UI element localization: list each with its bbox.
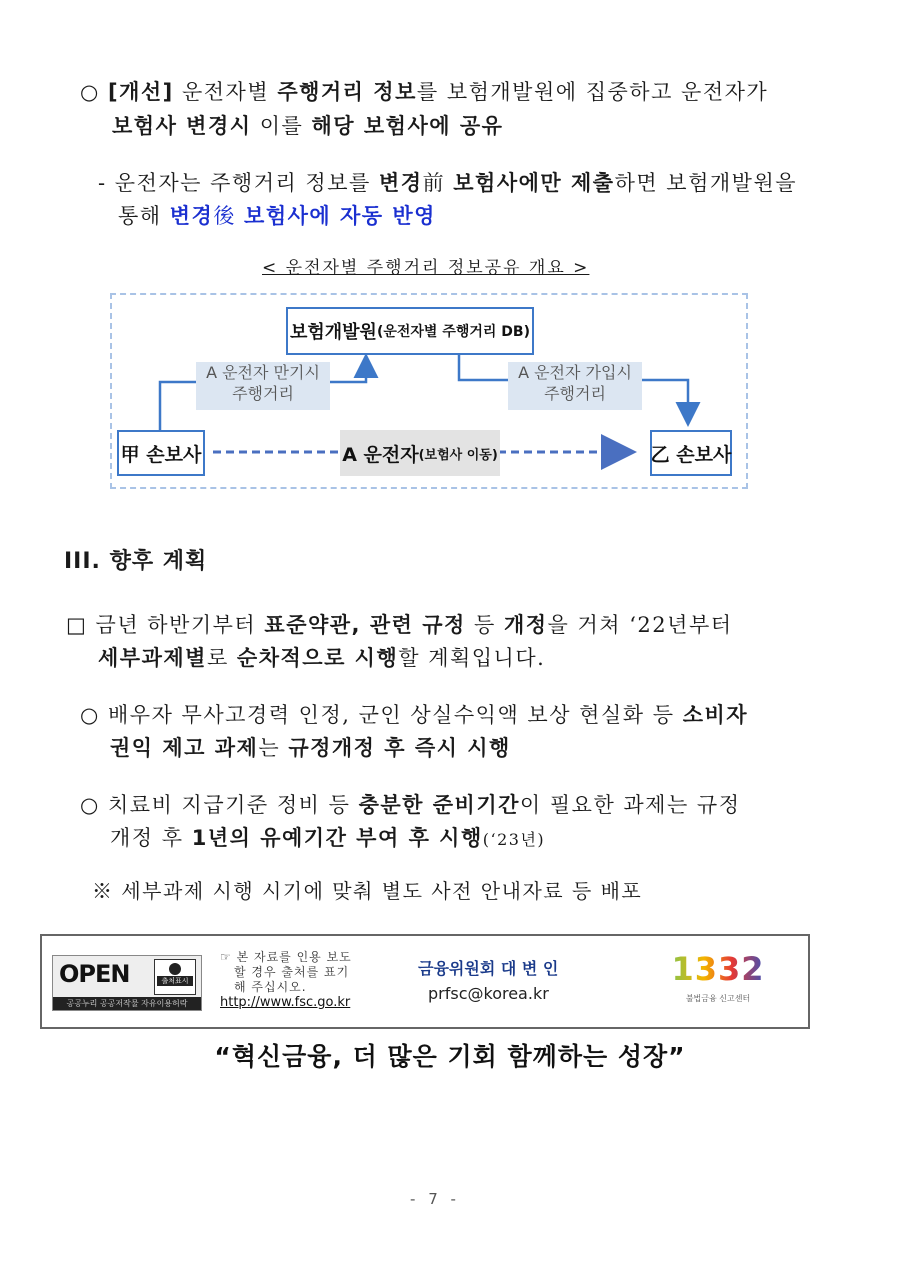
plan-item-1-line-2: 권익 제고 과제는 규정개정 후 즉시 시행	[110, 736, 511, 760]
slogan: “혁신금융, 더 많은 기회 함께하는 성장”	[214, 1042, 686, 1071]
improvement-tag: [개선]	[108, 80, 174, 104]
square-bullet: □	[66, 613, 88, 637]
detail-line-2: 통해 변경後 보험사에 자동 반영	[118, 204, 436, 228]
diagram-title: < 운전자별 주행거리 정보공유 개요 >	[262, 258, 590, 278]
plan-item-2-line-1: ○ 치료비 지급기준 정비 등 충분한 준비기간이 필요한 과제는 규정	[80, 793, 741, 817]
improvement-line-1: ○ [개선] 운전자별 주행거리 정보를 보험개발원에 집중하고 운전자가	[80, 80, 769, 104]
driver-a-box: A 운전자 (보험사 이동)	[340, 430, 500, 476]
plan-item-1-line-1: ○ 배우자 무사고경력 인정, 군인 상실수익액 보상 현실화 등 소비자	[80, 703, 749, 727]
plan-line-1: □ 금년 하반기부터 표준약관, 관련 규정 등 개정을 거쳐 ‘22년부터	[66, 613, 733, 637]
open-license-logo	[52, 955, 202, 1011]
page-number: - 7 -	[410, 1190, 460, 1208]
label-join-mileage: A 운전자 가입시 주행거리	[508, 362, 642, 410]
insurer-a-box: 甲 손보사	[117, 430, 205, 476]
insurance-dev-institute-box: 보험개발원 (운전자별 주행거리 DB)	[286, 307, 534, 355]
label-expiry-mileage: A 운전자 만기시 주행거리	[196, 362, 330, 410]
spokesperson-email[interactable]: prfsc@korea.kr	[428, 984, 549, 1003]
improvement-line-2: 보험사 변경시 이를 해당 보험사에 공유	[112, 114, 504, 138]
plan-line-2: 세부과제별로 순차적으로 시행할 계획입니다.	[98, 646, 546, 670]
citation-notice: ☞ 본 자료를 인용 보도 할 경우 출처를 표기 해 주십시오. http://www.fsc.go.kr	[220, 950, 352, 1010]
section-heading: III. 향후 계획	[64, 549, 208, 574]
attribution-badge-icon: 출처표시	[154, 959, 196, 995]
hotline-1332-logo: 1332 불법금융 신고센터	[668, 951, 768, 1011]
open-logo-text: OPEN	[59, 960, 130, 988]
open-license-caption: 공공누리 공공저작물 자유이용허락	[53, 997, 201, 1010]
hotline-1332-number: 1332	[671, 950, 765, 988]
insurer-b-box: 乙 손보사	[650, 430, 732, 476]
distribution-note: ※ 세부과제 시행 시기에 맞춰 별도 사전 안내자료 등 배포	[92, 879, 643, 903]
fsc-website-link[interactable]: http://www.fsc.go.kr	[220, 995, 351, 1010]
bullet-circle: ○	[80, 80, 100, 104]
plan-item-2-line-2: 개정 후 1년의 유예기간 부여 후 시행(‘23년)	[110, 826, 546, 850]
detail-line-1: - 운전자는 주행거리 정보를 변경前 보험사에만 제출하면 보험개발원을	[98, 171, 798, 195]
spokesperson-title: 금융위원회 대 변 인	[418, 959, 559, 978]
